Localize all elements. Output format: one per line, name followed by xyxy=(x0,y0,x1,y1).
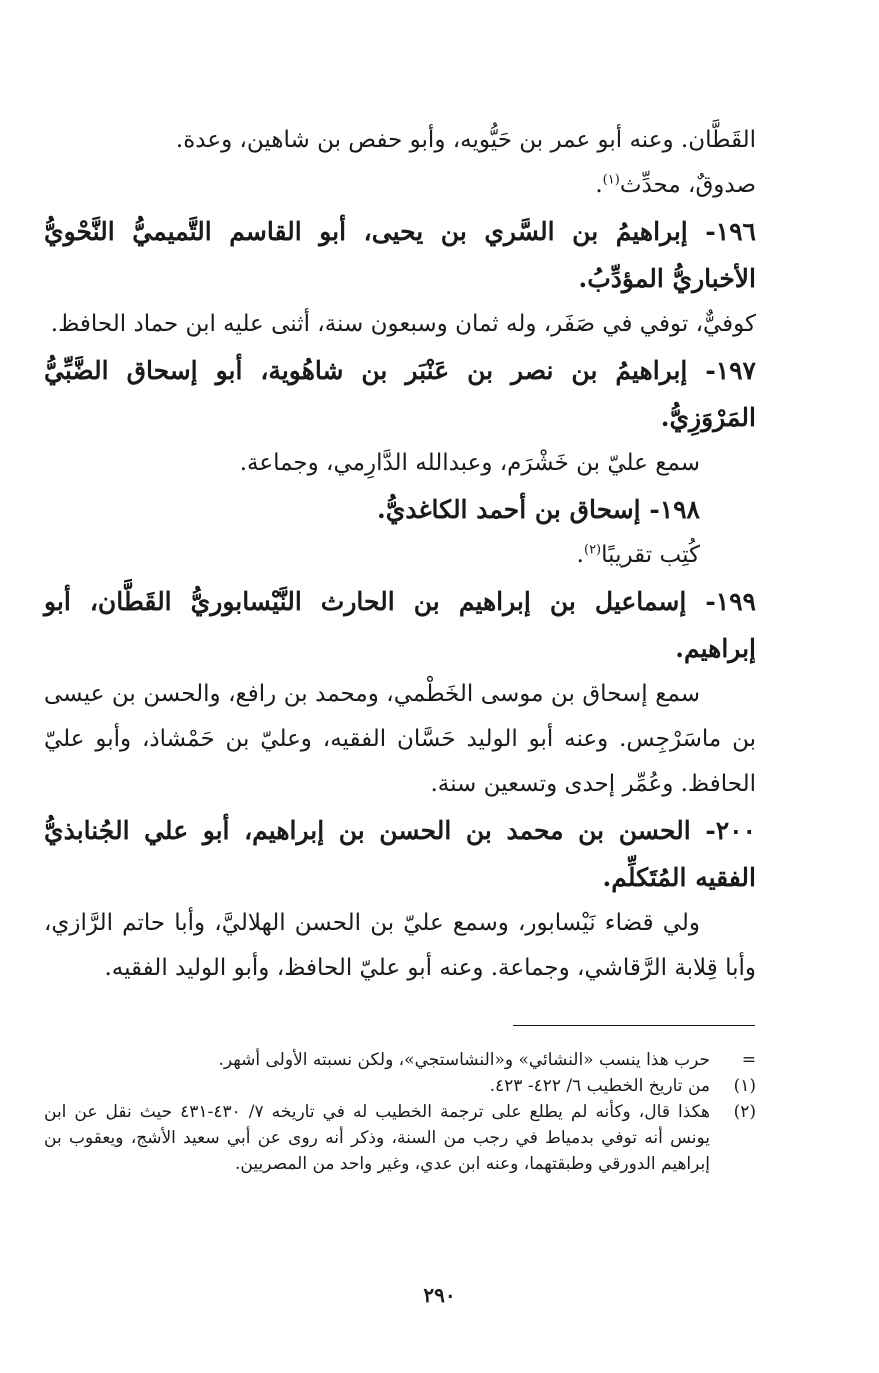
entry-heading-196: ١٩٦- إبراهيمُ بن السَّري بن يحيى، أبو القاسم التَّميميُّ النَّحْويُّ الأخباريُّ المؤدِّبُ. xyxy=(44,217,756,293)
footnote-ref-2[interactable]: (٢) xyxy=(583,542,602,558)
footnote-text: من تاريخ الخطيب ٦/ ٤٢٢- ٤٢٣. xyxy=(489,1076,710,1096)
footnote-mark: = xyxy=(741,1050,756,1070)
footnote-ref-1[interactable]: (١) xyxy=(602,172,620,188)
entry-heading-197: ١٩٧- إبراهيمُ بن نصر بن عَنْبَر بن شاهُوية، أبو إسحاق الضَّبِّيُّ المَرْوَزِيُّ. xyxy=(44,356,756,432)
page-body xyxy=(44,118,756,991)
entry-heading-199: ١٩٩- إسماعيل بن إبراهيم بن الحارث النَّيْسابوريُّ القَطَّان، أبو إبراهيم. xyxy=(44,587,756,663)
paragraph-continuation-end xyxy=(44,163,756,208)
footnote-1 xyxy=(44,1073,756,1099)
entry-text-200: ولي قضاء نَيْسابور، وسمع عليّ بن الحسن الهلاليَّ، وأبا حاتم الرَّازي، وأبا قِلابة الرَّقاشي، وجماعة. وعنه أبو عليّ الحافظ، وأبو الوليد الفقيه. xyxy=(44,910,756,981)
entry-text-199: سمع إسحاق بن موسى الخَطْمي، ومحمد بن رافع، والحسن بن عيسى بن ماسَرْجِس. وعنه أبو الوليد حَسَّان الفقيه، وعليّ بن حَمْشاذ، وأبو عليّ الحافظ. وعُمِّر إحدى وتسعين سنة. xyxy=(44,681,756,797)
entry-heading-200: ٢٠٠- الحسن بن محمد بن الحسن بن إبراهيم، أبو علي الجُنابذيُّ الفقيه المُتَكلِّم. xyxy=(44,816,756,892)
text: صدوقٌ، محدِّث xyxy=(619,172,756,198)
entry-text-196: كوفيٌّ، توفي في صَفَر، وله ثمان وسبعون سنة، أثنى عليه ابن حماد الحافظ. xyxy=(50,311,756,337)
paragraph-continuation: القَطَّان. وعنه أبو عمر بن حَيُّويه، وأبو حفص بن شاهين، وعدة. xyxy=(175,127,756,153)
text-end: . xyxy=(595,172,603,198)
footnote-divider xyxy=(513,1025,755,1026)
entry-text-198 xyxy=(44,533,756,578)
footnotes xyxy=(44,1047,756,1177)
footnote-continuation xyxy=(44,1047,756,1073)
entry-heading-198: ١٩٨- إسحاق بن أحمد الكاغديُّ. xyxy=(377,495,700,524)
footnote-mark: (١) xyxy=(733,1076,756,1096)
entry-text-197: سمع عليّ بن خَشْرَم، وعبدالله الدَّارِمي، وجماعة. xyxy=(239,450,700,476)
footnote-2 xyxy=(44,1099,756,1177)
footnote-text: حرب هذا ينسب «النشائي» و«النشاستجي»، ولكن نسبته الأولى أشهر. xyxy=(218,1050,710,1070)
page-number: ٢٩٠ xyxy=(423,1283,456,1307)
text: كُتِب تقريبًا xyxy=(601,542,700,568)
footnote-mark: (٢) xyxy=(733,1102,756,1122)
footnote-text: هكذا قال، وكأنه لم يطلع على ترجمة الخطيب له في تاريخه ٧/ ٤٣٠-٤٣١ حيث نقل عن ابن يونس أنه توفي بدمياط في رجب من السنة، وذكر أنه روى عن أبي سعيد الأشج، ويعقوب بن إبراهيم الدورقي وطبقتهما، وعنه ابن عدي، وغير واحد من المصريين. xyxy=(44,1102,710,1174)
text-end: . xyxy=(576,542,584,568)
